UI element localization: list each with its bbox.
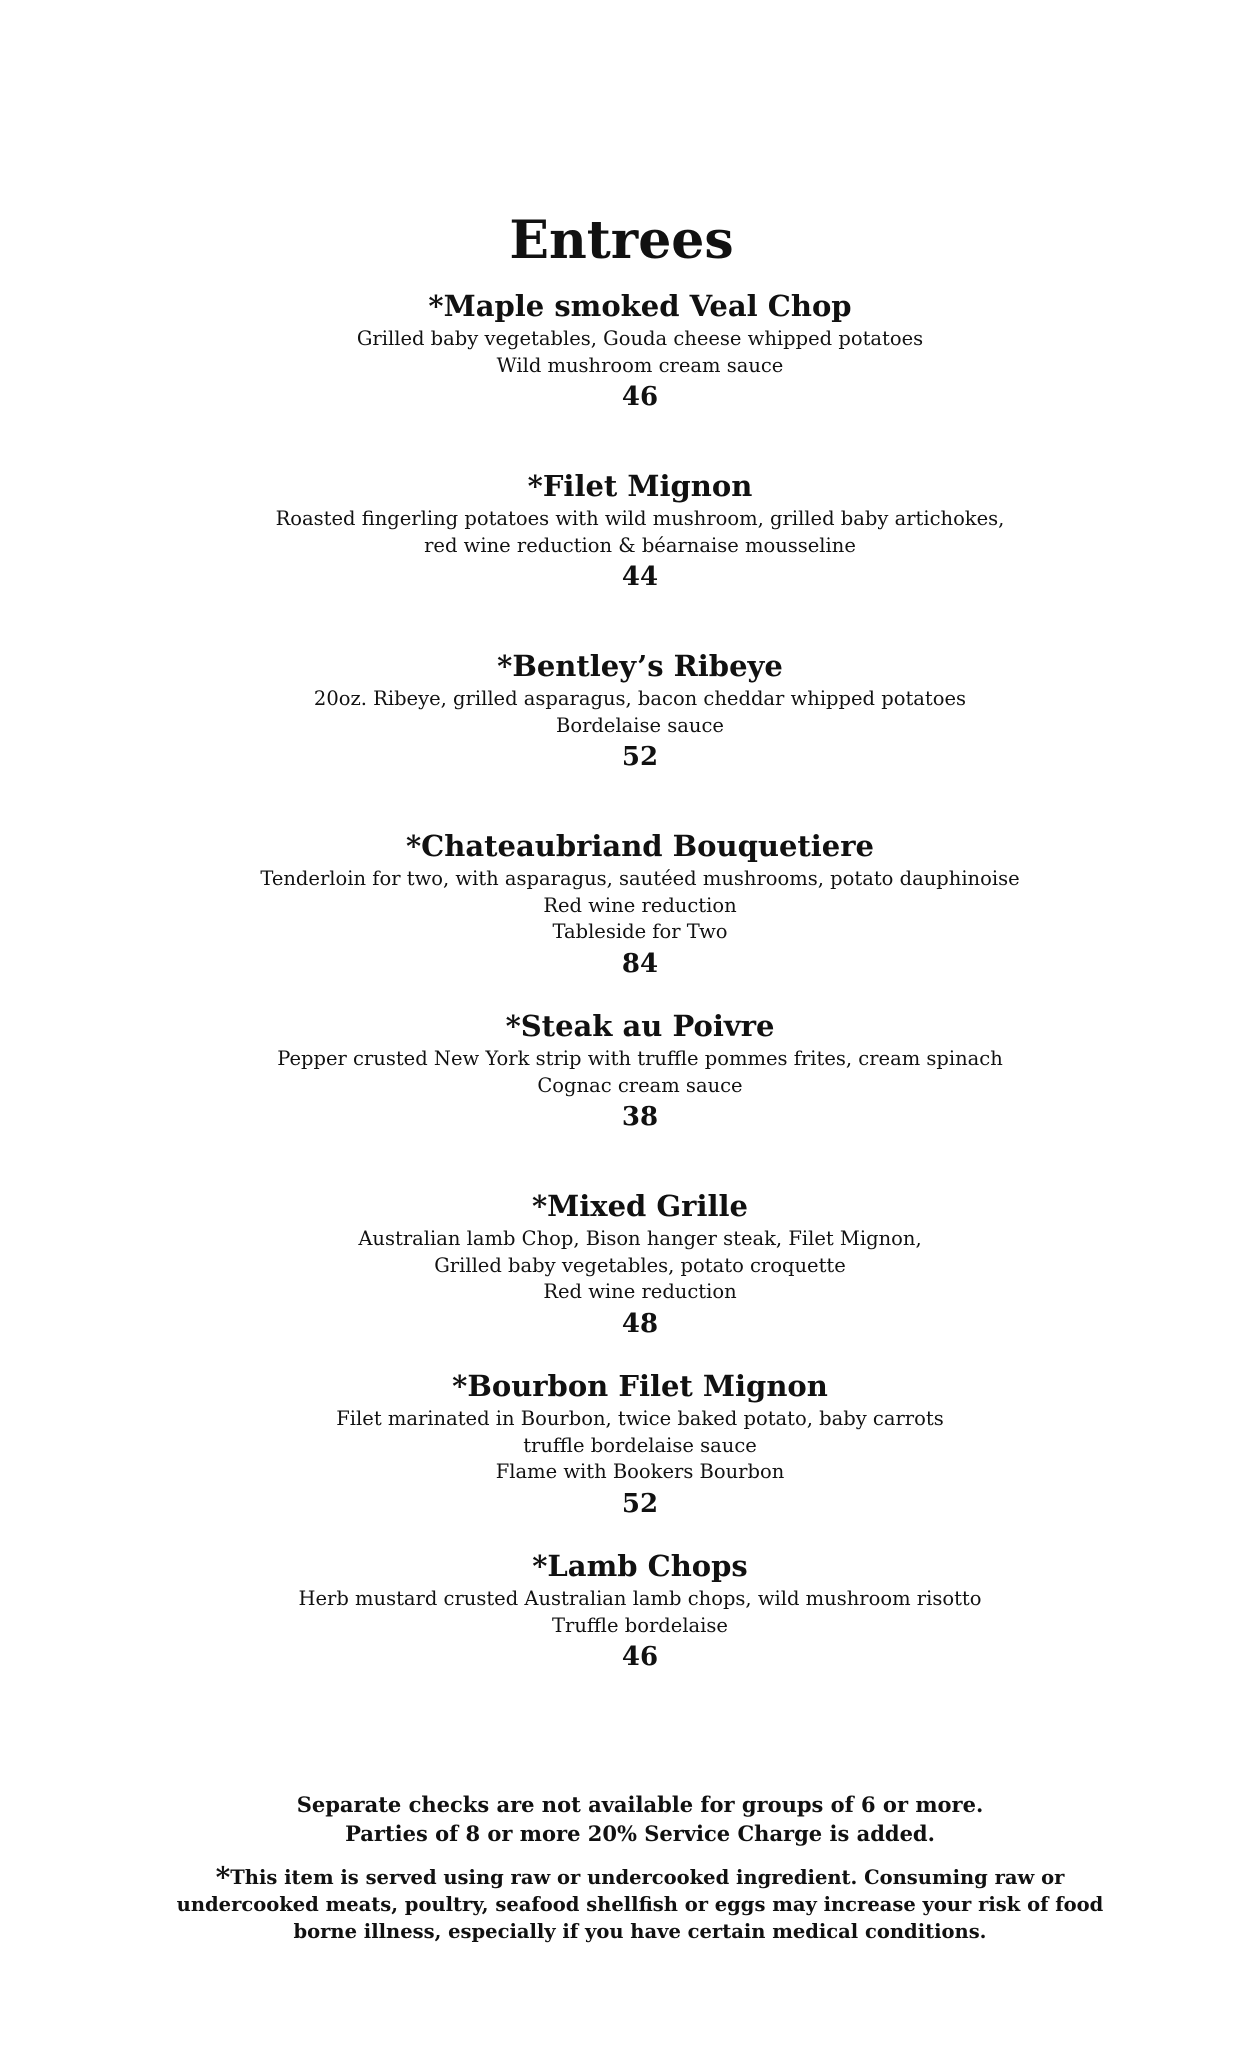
menu-item: [160, 646, 1120, 826]
item-price: 52: [621, 742, 659, 772]
menu-item: [160, 1546, 1120, 1726]
item-description: Grilled baby vegetables, potato croquette: [434, 1253, 846, 1277]
disclaimer-line: borne illness, especially if you have certain medical conditions.: [293, 1920, 987, 1943]
item-price: 44: [621, 562, 659, 592]
item-name: *Lamb Chops: [532, 1549, 748, 1583]
item-price: 46: [621, 382, 659, 412]
item-description: Roasted fingerling potatoes with wild mushroom, grilled baby artichokes,: [275, 507, 1005, 530]
item-price: 84: [621, 948, 659, 979]
menu-item: [160, 1366, 1120, 1546]
item-description: Grilled baby vegetables, Gouda cheese whipped potatoes: [356, 327, 924, 350]
entrees-list: [160, 286, 1120, 1726]
item-name: *Bourbon Filet Mignon: [452, 1369, 828, 1403]
menu-item: [160, 466, 1120, 646]
item-name: *Maple smoked Veal Chop: [428, 289, 852, 323]
item-description: Red wine reduction: [543, 893, 737, 917]
disclaimer-line: undercooked meats, poultry, seafood shellfish or eggs may increase your risk of food: [176, 1893, 1104, 1916]
item-description: Flame with Bookers Bourbon: [495, 1460, 785, 1483]
item-description: Herb mustard crusted Australian lamb chops, wild mushroom risotto: [298, 1587, 982, 1610]
menu-item: [160, 826, 1120, 1006]
item-description: Tableside for Two: [552, 920, 728, 943]
raw-food-disclaimer: [150, 1861, 1130, 1945]
item-price: 38: [621, 1102, 659, 1132]
item-name: *Bentley’s Ribeye: [497, 649, 783, 683]
item-price: 52: [621, 1488, 659, 1519]
disclaimer-line: [150, 1861, 1130, 1894]
asterisk-symbol: *: [215, 1861, 231, 1894]
item-description: Bordelaise sauce: [556, 713, 724, 737]
item-price: 46: [621, 1642, 659, 1672]
item-description: Wild mushroom cream sauce: [496, 353, 784, 377]
item-name: *Filet Mignon: [527, 469, 753, 503]
menu-item: [160, 1006, 1120, 1186]
menu-item: [160, 286, 1120, 466]
item-description: 20oz. Ribeye, grilled asparagus, bacon cheddar whipped potatoes: [313, 687, 967, 710]
service-charge-note: Parties of 8 or more 20% Service Charge is added.: [345, 1821, 935, 1846]
item-description: Filet marinated in Bourbon, twice baked potato, baby carrots: [336, 1407, 944, 1430]
menu-notes: [150, 1790, 1130, 1945]
item-description: red wine reduction & béarnaise mousseline: [424, 533, 856, 557]
item-description: Truffle bordelaise: [552, 1613, 728, 1637]
disclaimer-text: This item is served using raw or undercooked ingredient. Consuming raw or: [230, 1866, 1065, 1889]
item-description: Tenderloin for two, with asparagus, sautéed mushrooms, potato dauphinoise: [260, 867, 1020, 890]
page-title: Entrees: [509, 210, 734, 271]
item-price: 48: [621, 1308, 659, 1339]
item-description: Australian lamb Chop, Bison hanger steak, Filet Mignon,: [358, 1227, 922, 1250]
item-description: Cognac cream sauce: [537, 1073, 743, 1097]
separate-checks-note: Separate checks are not available for groups of 6 or more.: [296, 1792, 984, 1817]
item-name: *Steak au Poivre: [505, 1009, 775, 1043]
menu-item: [160, 1186, 1120, 1366]
item-description: Pepper crusted New York strip with truffle pommes frites, cream spinach: [277, 1047, 1003, 1070]
item-description: Red wine reduction: [543, 1280, 737, 1303]
item-name: *Chateaubriand Bouquetiere: [405, 829, 874, 863]
item-name: *Mixed Grille: [532, 1189, 748, 1223]
item-description: truffle bordelaise sauce: [523, 1433, 757, 1457]
